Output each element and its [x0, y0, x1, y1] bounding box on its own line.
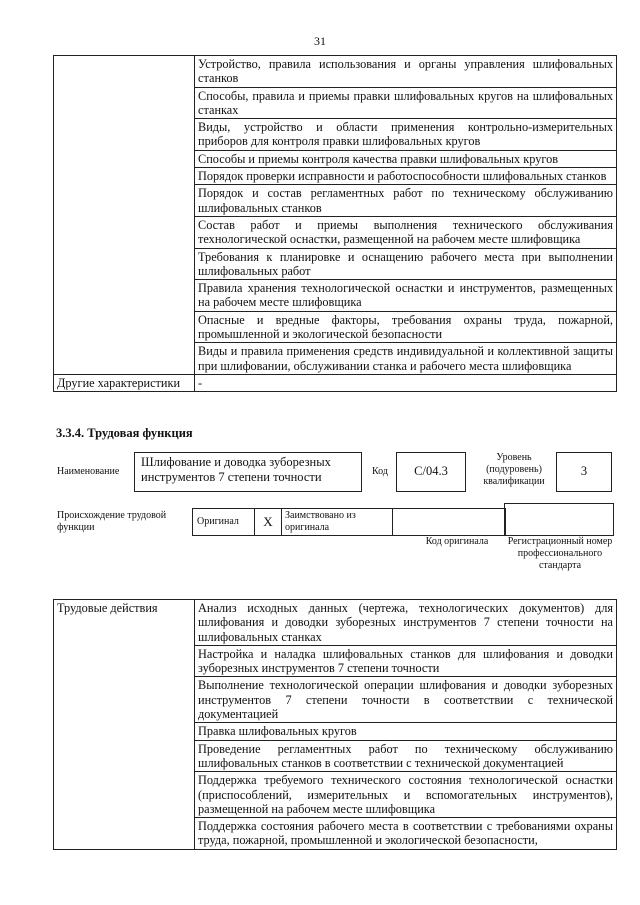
action-row: Проведение регламентных работ по техническому обслуживанию шлифовальных станков в соответствии с технической документацией [195, 740, 617, 772]
code-original-label: Код оригинала [425, 536, 489, 547]
other-characteristics-label: Другие характеристики [54, 374, 195, 391]
reg-number-label: Регистрационный номер профессионального стандарта [507, 536, 613, 571]
level-label: Уровень (подуровень) квалификации [483, 452, 545, 487]
action-row: Выполнение технологической операции шлифования и доводки зуборезных инструментов 7 степени точности в соответствии с технической документацией [195, 677, 617, 723]
section-title: 3.3.4. Трудовая функция [56, 426, 193, 440]
reg-number-box [504, 503, 614, 536]
knowledge-row: Состав работ и приемы выполнения технического обслуживания технологической оснастки, размещенной на рабочем месте шлифовщика [195, 216, 617, 248]
action-row: Поддержка требуемого технического состояния технологической оснастки (приспособлений, измерительных и вспомогательных инструментов), размещенной на рабочем месте шлифовщика [195, 772, 617, 818]
knowledge-row: Способы, правила и приемы правки шлифовальных кругов на шлифовальных станках [195, 87, 617, 119]
code-label: Код [372, 466, 388, 477]
action-row: Правка шлифовальных кругов [195, 723, 617, 740]
labor-actions-table [53, 599, 617, 850]
knowledge-row: Виды, устройство и области применения контрольно-измерительных приборов для контроля правки шлифовальных кругов [195, 119, 617, 151]
page-number: 31 [314, 34, 326, 48]
function-name-box: Шлифование и доводка зуборезных инструментов 7 степени точности [134, 452, 362, 492]
knowledge-row: Виды и правила применения средств индивидуальной и коллективной защиты при шлифовании, обслуживании станка и рабочего места шлифовщика [195, 343, 617, 375]
knowledge-row: Правила хранения технологической оснастки и инструментов, размещенных на рабочем месте шлифовщика [195, 280, 617, 312]
name-label: Наименование [57, 466, 120, 477]
knowledge-row: Порядок проверки исправности и работоспособности шлифовальных станков [195, 168, 617, 185]
action-row: Поддержка состояния рабочего места в соответствии с требованиями охраны труда, пожарной, промышленной и экологической безопасности, [195, 818, 617, 850]
action-row: Анализ исходных данных (чертежа, технологических документов) для шлифования и доводки зуборезных инструментов 7 степени точности на шлифовальных станках [195, 600, 617, 646]
origin-box [192, 508, 506, 536]
knowledge-row: Способы и приемы контроля качества правки шлифовальных кругов [195, 150, 617, 167]
labor-actions-label: Трудовые действия [54, 600, 195, 850]
code-box: C/04.3 [396, 452, 466, 492]
knowledge-row: Опасные и вредные факторы, требования охраны труда, пожарной, промышленной и экологической безопасности [195, 311, 617, 343]
original-label: Оригинал [193, 509, 255, 535]
borrowed-label: Заимствовано из оригинала [281, 509, 393, 535]
origin-label: Происхождение трудовой функции [57, 510, 167, 533]
other-characteristics-value: - [195, 374, 617, 391]
level-box: 3 [556, 452, 612, 492]
action-row: Настройка и наладка шлифовальных станков для шлифования и доводки зуборезных инструментов 7 степени точности [195, 645, 617, 677]
knowledge-row: Устройство, правила использования и органы управления шлифовальных станков [195, 56, 617, 88]
knowledge-row: Порядок и состав регламентных работ по техническому обслуживанию шлифовальных станков [195, 185, 617, 217]
original-mark: X [255, 509, 282, 535]
knowledge-label-cell [54, 56, 195, 375]
knowledge-table [53, 55, 617, 392]
knowledge-row: Требования к планировке и оснащению рабочего места при выполнении шлифовальных работ [195, 248, 617, 280]
